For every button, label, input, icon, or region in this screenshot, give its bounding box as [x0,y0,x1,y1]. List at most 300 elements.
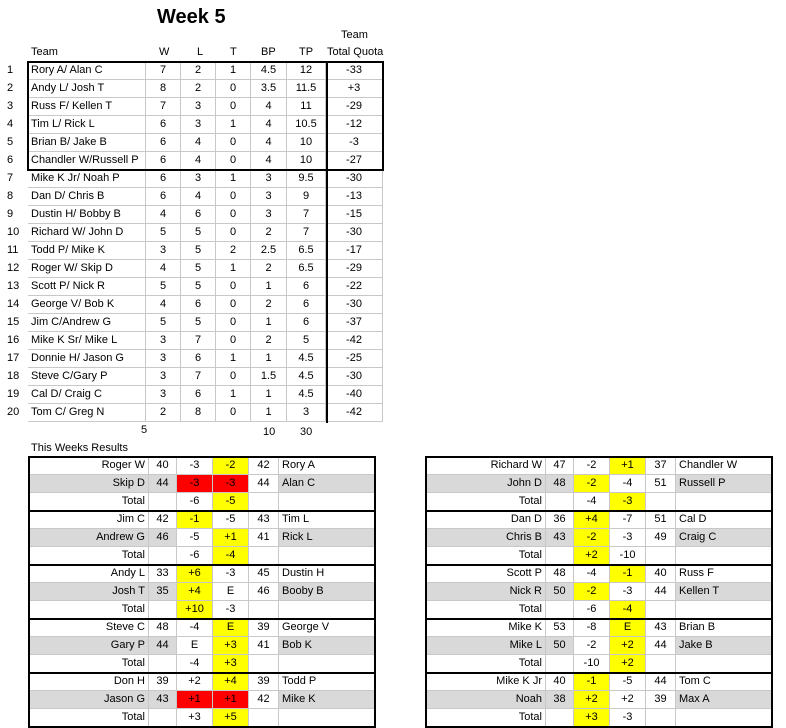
quota-cell: -13 [326,188,383,206]
opponent-name: Todd P [279,673,375,691]
tp-cell: 6.5 [287,260,326,278]
t-cell: 0 [216,368,251,386]
opponent-name: Russ F [676,565,772,583]
header-total-quota: Total Quota [327,46,384,58]
l-cell: 7 [181,332,216,350]
quota-cell: -3 [326,134,383,152]
player-name: John D [426,475,546,493]
opponent-name [676,709,772,727]
tp-cell: 4.5 [287,350,326,368]
player-name: Mike L [426,637,546,655]
opponent-score [249,601,279,619]
header-team: Team [31,46,58,58]
net-b: -4 [610,475,646,493]
player-score [149,493,177,511]
quota-cell: -30 [326,368,383,386]
opponent-name [279,709,375,727]
row-number: 16 [7,334,20,346]
net-b: -10 [610,547,646,565]
total-t: 5 [141,424,148,436]
opponent-score: 40 [646,565,676,583]
quota-cell: +3 [326,80,383,98]
opponent-name: Rory A [279,457,375,475]
opponent-score [646,655,676,673]
bp-cell: 1 [251,350,287,368]
l-cell: 3 [181,170,216,188]
net-a: -2 [574,457,610,475]
net-b: +5 [213,709,249,727]
team-cell: Roger W/ Skip D [28,260,146,278]
t-cell: 0 [216,98,251,116]
team-cell: Scott P/ Nick R [28,278,146,296]
opponent-name [676,655,772,673]
player-name: Total [426,709,546,727]
player-score: 53 [546,619,574,637]
t-cell: 0 [216,188,251,206]
team-cell: Dan D/ Chris B [28,188,146,206]
net-a: -2 [574,637,610,655]
net-b: +2 [610,637,646,655]
player-name: Richard W [426,457,546,475]
bp-cell: 4 [251,116,287,134]
l-cell: 3 [181,98,216,116]
l-cell: 5 [181,260,216,278]
opponent-score [646,709,676,727]
team-cell: Chandler W/Russell P [28,152,146,170]
player-name: Nick R [426,583,546,601]
player-score [546,493,574,511]
player-name: Gary P [29,637,149,655]
player-name: Skip D [29,475,149,493]
bp-cell: 1.5 [251,368,287,386]
w-cell: 6 [146,188,181,206]
player-score: 44 [149,475,177,493]
bp-cell: 2.5 [251,242,287,260]
player-score: 40 [149,457,177,475]
net-a: -2 [574,475,610,493]
net-a: -4 [177,655,213,673]
t-cell: 0 [216,152,251,170]
net-a: -3 [177,457,213,475]
w-cell: 3 [146,332,181,350]
team-cell: Steve C/Gary P [28,368,146,386]
player-name: Total [426,655,546,673]
net-b: +3 [213,655,249,673]
w-cell: 6 [146,116,181,134]
opponent-name: Alan C [279,475,375,493]
row-number: 4 [7,118,14,130]
quota-cell: -25 [326,350,383,368]
player-score: 42 [149,511,177,529]
player-score [546,601,574,619]
w-cell: 3 [146,368,181,386]
net-a: -5 [177,529,213,547]
opponent-score: 42 [249,691,279,709]
player-name: Total [29,601,149,619]
opponent-score: 39 [249,673,279,691]
bp-cell: 2 [251,296,287,314]
opponent-score: 44 [249,475,279,493]
tp-cell: 6 [287,296,326,314]
player-score [149,601,177,619]
player-score: 40 [546,673,574,691]
quota-cell: -12 [326,116,383,134]
net-b: -3 [610,493,646,511]
player-score: 50 [546,637,574,655]
opponent-name: Cal D [676,511,772,529]
player-score [149,655,177,673]
net-a: +10 [177,601,213,619]
player-name: Noah [426,691,546,709]
opponent-name: Dustin H [279,565,375,583]
tp-cell: 10 [287,134,326,152]
w-cell: 8 [146,80,181,98]
bp-cell: 4.5 [251,62,287,80]
net-b: +1 [610,457,646,475]
net-b: -5 [610,673,646,691]
quota-cell: -30 [326,224,383,242]
net-a: +6 [177,565,213,583]
w-cell: 5 [146,314,181,332]
l-cell: 4 [181,134,216,152]
player-score: 39 [149,673,177,691]
l-cell: 6 [181,206,216,224]
l-cell: 2 [181,80,216,98]
t-cell: 1 [216,170,251,188]
player-score: 43 [149,691,177,709]
l-cell: 6 [181,296,216,314]
team-cell: Cal D/ Craig C [28,386,146,404]
tp-cell: 9 [287,188,326,206]
bp-cell: 4 [251,98,287,116]
row-number: 5 [7,136,14,148]
tp-cell: 9.5 [287,170,326,188]
net-a: +3 [574,709,610,727]
net-b: -4 [610,601,646,619]
w-cell: 5 [146,224,181,242]
player-score: 47 [546,457,574,475]
opponent-name: Craig C [676,529,772,547]
bp-cell: 1 [251,314,287,332]
opponent-score: 43 [249,511,279,529]
w-cell: 3 [146,242,181,260]
opponent-score: 46 [249,583,279,601]
opponent-name: Tim L [279,511,375,529]
opponent-name: Jake B [676,637,772,655]
opponent-name: Booby B [279,583,375,601]
net-b: E [610,619,646,637]
header-l: L [197,46,204,58]
player-score: 36 [546,511,574,529]
row-number: 11 [7,244,19,256]
net-b: +1 [213,691,249,709]
quota-cell: -30 [326,170,383,188]
total-bp: 10 [263,426,276,438]
opponent-score [249,709,279,727]
row-number: 12 [7,262,20,274]
opponent-name: Max A [676,691,772,709]
quota-cell: -30 [326,296,383,314]
opponent-score: 44 [646,637,676,655]
bp-cell: 1 [251,386,287,404]
quota-cell: -40 [326,386,383,404]
opponent-score: 37 [646,457,676,475]
row-number: 8 [7,190,14,202]
bp-cell: 2 [251,332,287,350]
opponent-score: 51 [646,511,676,529]
player-name: Mike K Jr [426,673,546,691]
net-a: -8 [574,619,610,637]
net-b: +3 [213,637,249,655]
net-a: +1 [177,691,213,709]
row-number: 20 [7,406,20,418]
net-b: -3 [610,709,646,727]
opponent-name [676,601,772,619]
tp-cell: 4.5 [287,368,326,386]
l-cell: 4 [181,188,216,206]
t-cell: 1 [216,260,251,278]
tp-cell: 5 [287,332,326,350]
net-a: -3 [177,475,213,493]
row-number: 10 [7,226,20,238]
player-name: Total [29,709,149,727]
player-name: Andy L [29,565,149,583]
w-cell: 6 [146,134,181,152]
opponent-name: Tom C [676,673,772,691]
player-score: 48 [546,475,574,493]
tp-cell: 4.5 [287,386,326,404]
opponent-name [279,493,375,511]
net-b: -5 [213,493,249,511]
net-b: -5 [213,511,249,529]
bp-cell: 2 [251,224,287,242]
header-w: W [159,46,170,58]
opponent-name: Kellen T [676,583,772,601]
opponent-name [279,601,375,619]
total-tp: 30 [300,426,313,438]
t-cell: 2 [216,242,251,260]
opponent-name: Rick L [279,529,375,547]
bp-cell: 3 [251,206,287,224]
row-number: 14 [7,298,20,310]
tp-cell: 11.5 [287,80,326,98]
net-b: -7 [610,511,646,529]
opponent-name [676,547,772,565]
quota-cell: -22 [326,278,383,296]
tp-cell: 7 [287,224,326,242]
w-cell: 3 [146,386,181,404]
player-name: Roger W [29,457,149,475]
player-name: Total [426,547,546,565]
l-cell: 5 [181,314,216,332]
results-label: This Weeks Results [31,442,128,454]
net-b: -4 [213,547,249,565]
header-t: T [230,46,237,58]
l-cell: 6 [181,386,216,404]
quota-cell: -29 [326,260,383,278]
quota-cell: -27 [326,152,383,170]
opponent-name: Russell P [676,475,772,493]
opponent-score [249,655,279,673]
team-cell: Donnie H/ Jason G [28,350,146,368]
player-name: Total [426,493,546,511]
net-b: +1 [213,529,249,547]
w-cell: 4 [146,296,181,314]
net-a: -10 [574,655,610,673]
net-b: +2 [610,655,646,673]
quota-cell: -29 [326,98,383,116]
opponent-score [646,547,676,565]
row-number: 17 [7,352,20,364]
tp-cell: 10 [287,152,326,170]
quota-cell: -33 [326,62,383,80]
t-cell: 1 [216,350,251,368]
quota-cell: -17 [326,242,383,260]
bp-cell: 4 [251,134,287,152]
w-cell: 5 [146,278,181,296]
t-cell: 0 [216,278,251,296]
net-a: +2 [574,547,610,565]
net-b: -3 [610,583,646,601]
l-cell: 7 [181,368,216,386]
player-name: Total [29,493,149,511]
w-cell: 4 [146,260,181,278]
w-cell: 2 [146,404,181,422]
bp-cell: 1 [251,404,287,422]
l-cell: 5 [181,242,216,260]
w-cell: 7 [146,62,181,80]
opponent-name [676,493,772,511]
w-cell: 4 [146,206,181,224]
bp-cell: 3.5 [251,80,287,98]
team-cell: George V/ Bob K [28,296,146,314]
opponent-score: 44 [646,583,676,601]
opponent-score: 51 [646,475,676,493]
net-b: E [213,619,249,637]
player-name: Steve C [29,619,149,637]
opponent-score: 45 [249,565,279,583]
t-cell: 0 [216,332,251,350]
tp-cell: 12 [287,62,326,80]
opponent-name: Mike K [279,691,375,709]
player-score: 38 [546,691,574,709]
t-cell: 0 [216,80,251,98]
l-cell: 4 [181,152,216,170]
player-score [546,655,574,673]
player-score: 35 [149,583,177,601]
t-cell: 1 [216,62,251,80]
player-score: 44 [149,637,177,655]
quota-cell: -15 [326,206,383,224]
player-name: Scott P [426,565,546,583]
row-number: 2 [7,82,14,94]
opponent-score [646,601,676,619]
bp-cell: 2 [251,260,287,278]
tp-cell: 10.5 [287,116,326,134]
player-score [149,709,177,727]
opponent-name: Bob K [279,637,375,655]
team-cell: Jim C/Andrew G [28,314,146,332]
w-cell: 6 [146,152,181,170]
net-b: E [213,583,249,601]
team-cell: Mike K Jr/ Noah P [28,170,146,188]
bp-cell: 3 [251,170,287,188]
net-a: +4 [574,511,610,529]
bp-cell: 4 [251,152,287,170]
net-a: E [177,637,213,655]
quota-cell: -42 [326,332,383,350]
net-b: -3 [213,601,249,619]
tp-cell: 11 [287,98,326,116]
t-cell: 1 [216,386,251,404]
row-number: 1 [7,64,14,76]
opponent-score: 42 [249,457,279,475]
row-number: 13 [7,280,20,292]
player-name: Don H [29,673,149,691]
tp-cell: 7 [287,206,326,224]
opponent-score: 49 [646,529,676,547]
net-b: -3 [610,529,646,547]
tp-cell: 6 [287,314,326,332]
t-cell: 0 [216,404,251,422]
player-score: 33 [149,565,177,583]
row-number: 3 [7,100,14,112]
player-name: Josh T [29,583,149,601]
tp-cell: 3 [287,404,326,422]
opponent-score [646,493,676,511]
net-b: -3 [213,475,249,493]
row-number: 6 [7,154,14,166]
team-cell: Todd P/ Mike K [28,242,146,260]
opponent-score: 39 [646,691,676,709]
opponent-score: 41 [249,637,279,655]
net-a: +2 [574,691,610,709]
tp-cell: 6 [287,278,326,296]
team-cell: Andy L/ Josh T [28,80,146,98]
player-name: Dan D [426,511,546,529]
team-cell: Mike K Sr/ Mike L [28,332,146,350]
opponent-score [249,547,279,565]
t-cell: 0 [216,206,251,224]
w-cell: 7 [146,98,181,116]
opponent-score [249,493,279,511]
row-number: 15 [7,316,20,328]
player-score: 48 [546,565,574,583]
net-a: +3 [177,709,213,727]
net-a: -2 [574,583,610,601]
player-score: 46 [149,529,177,547]
net-b: -1 [610,565,646,583]
w-cell: 6 [146,170,181,188]
net-a: -4 [574,565,610,583]
opponent-name: Chandler W [676,457,772,475]
page-title: Week 5 [157,6,226,28]
header-tp: TP [299,46,314,58]
team-cell: Rory A/ Alan C [28,62,146,80]
net-a: -1 [177,511,213,529]
net-a: -6 [574,601,610,619]
player-name: Andrew G [29,529,149,547]
net-a: -6 [177,493,213,511]
t-cell: 0 [216,134,251,152]
net-b: -3 [213,565,249,583]
team-cell: Russ F/ Kellen T [28,98,146,116]
net-a: -4 [177,619,213,637]
team-cell: Richard W/ John D [28,224,146,242]
net-a: +4 [177,583,213,601]
player-score [149,547,177,565]
t-cell: 0 [216,314,251,332]
